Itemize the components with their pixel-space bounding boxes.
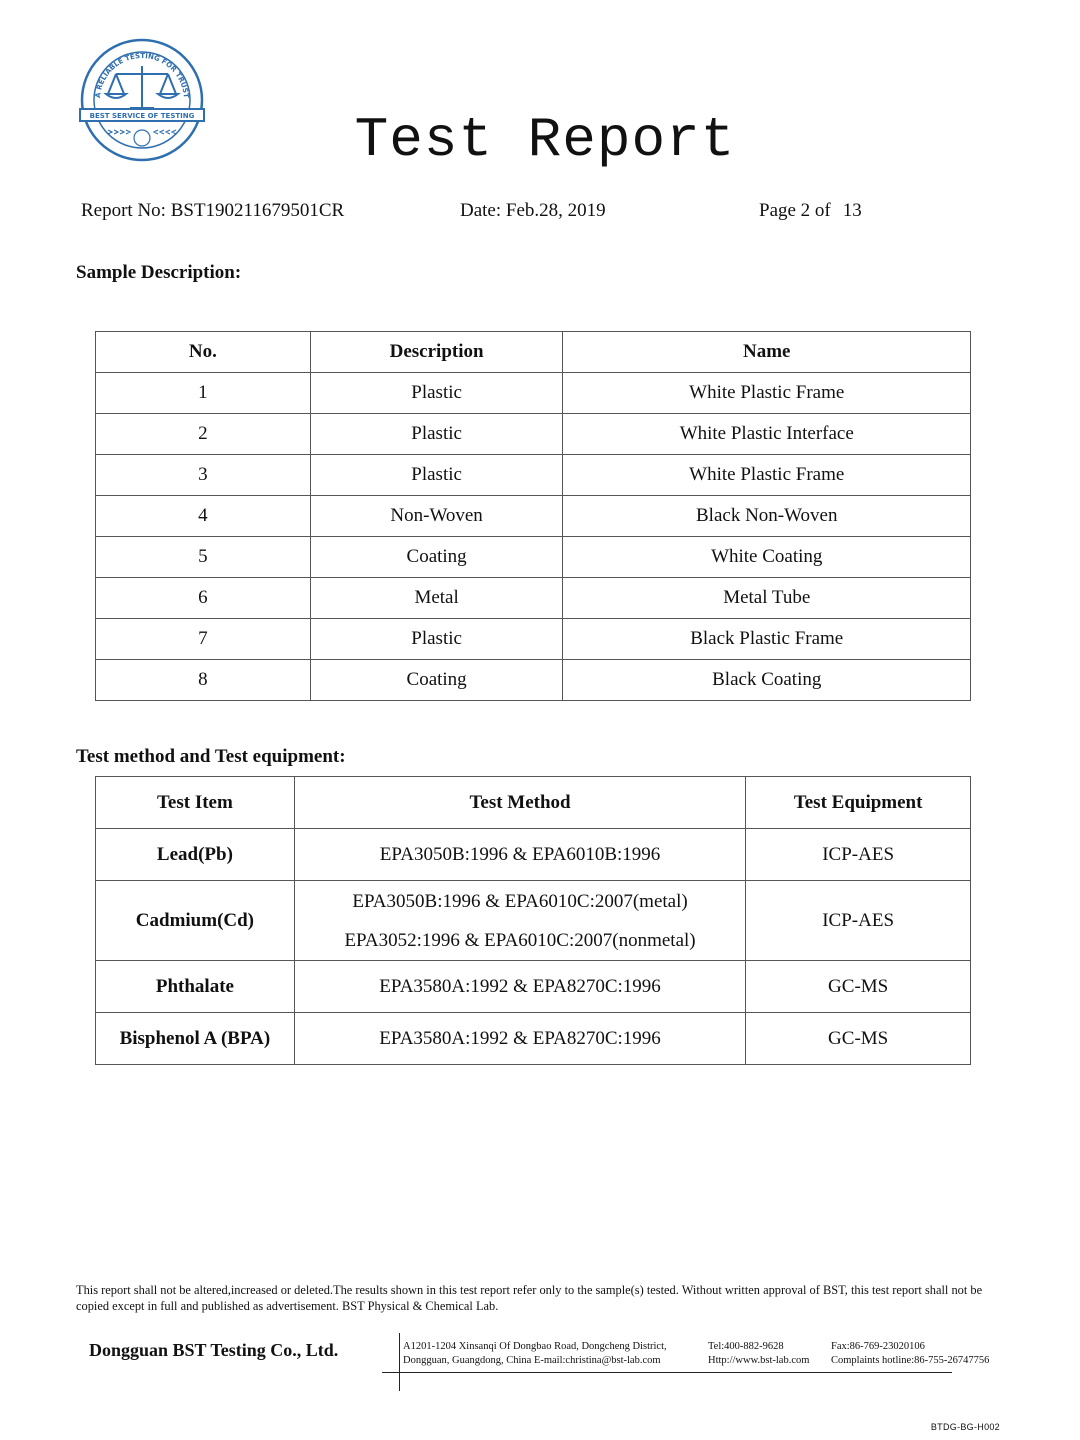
cell-no: 6 [96,578,311,619]
cell-test-equipment: GC-MS [746,1013,971,1065]
disclaimer-text: This report shall not be altered,increased or deleted.The results shown in this test report refer only to the sample(s) tested. Without written approval of BST, this test report shall not be copied except in full and published as advertisement. BST Physical & Chemical Lab. [76,1283,983,1313]
contact-block [708,1340,809,1368]
logo-banner-text: BEST SERVICE OF TESTING [89,112,195,120]
cell-description: Coating [310,537,563,578]
table-row [96,829,971,881]
website-text: Http://www.bst-lab.com [708,1355,810,1366]
address-block [403,1340,667,1368]
table-row [96,961,971,1013]
table-header-row [96,777,971,829]
table-header-row [96,332,971,373]
table-row [96,578,971,619]
cell-name: White Plastic Interface [563,414,971,455]
cell-description: Metal [310,578,563,619]
method-line: EPA3050B:1996 & EPA6010C:2007(metal) [352,890,688,912]
column-header: Name [563,332,971,373]
cell-test-method: EPA3580A:1992 & EPA8270C:1996 [294,961,745,1013]
sample-description-table [95,331,971,701]
report-date: Date: Feb.28, 2019 [460,200,606,221]
table-row [96,455,971,496]
column-header: Description [310,332,563,373]
form-code: BTDG-BG-H002 [930,1422,1000,1432]
cell-description: Plastic [310,414,563,455]
cell-test-equipment: ICP-AES [746,829,971,881]
table-row [96,537,971,578]
table-row [96,660,971,701]
cell-test-equipment: GC-MS [746,961,971,1013]
table-row [96,414,971,455]
cell-no: 7 [96,619,311,660]
cell-name: Black Non-Woven [563,496,971,537]
cell-name: White Plastic Frame [563,373,971,414]
cell-name: Black Coating [563,660,971,701]
cell-test-item: Cadmium(Cd) [96,881,295,961]
cell-test-method: EPA3580A:1992 & EPA8270C:1996 [294,1013,745,1065]
cell-description: Non-Woven [310,496,563,537]
column-header: Test Method [294,777,745,829]
logo-ring-text: A RELIABLE TESTING FOR TRUST [93,51,190,99]
report-number: Report No: BST190211679501CR [81,200,345,221]
cell-no: 3 [96,455,311,496]
page-total: 13 [842,200,862,221]
cell-description: Plastic [310,619,563,660]
page-label: Page 2 of [759,200,831,221]
cell-no: 5 [96,537,311,578]
cell-test-item: Phthalate [96,961,295,1013]
sample-description-heading: Sample Description: [76,262,242,283]
footer-divider-vertical [399,1333,400,1391]
tel-text: Tel:400-882-9628 [708,1341,784,1352]
cell-description: Coating [310,660,563,701]
cell-test-equipment: ICP-AES [746,881,971,961]
cell-description: Plastic [310,455,563,496]
address-line: Dongguan, Guangdong, China E-mail:christina@bst-lab.com [403,1355,661,1366]
page-title: Test Report [354,108,736,172]
cell-test-item: Lead(Pb) [96,829,295,881]
fax-block [831,1340,989,1368]
cell-no: 2 [96,414,311,455]
column-header: Test Equipment [746,777,971,829]
table-row [96,496,971,537]
column-header: No. [96,332,311,373]
table-row [96,373,971,414]
test-method-heading: Test method and Test equipment: [76,746,346,767]
address-line: A1201-1204 Xinsanqi Of Dongbao Road, Dongcheng District, [403,1341,667,1352]
cell-test-method [294,881,745,961]
cell-name: Black Plastic Frame [563,619,971,660]
company-name: Dongguan BST Testing Co., Ltd. [89,1340,339,1360]
cell-description: Plastic [310,373,563,414]
page-indicator [759,200,862,222]
scale-icon [106,66,178,108]
cell-no: 4 [96,496,311,537]
table-row [96,881,971,961]
cell-test-method: EPA3050B:1996 & EPA6010B:1996 [294,829,745,881]
cell-no: 1 [96,373,311,414]
fax-text: Fax:86-769-23020106 [831,1341,925,1352]
column-header: Test Item [96,777,295,829]
method-line: EPA3052:1996 & EPA6010C:2007(nonmetal) [344,929,696,951]
cell-test-item: Bisphenol A (BPA) [96,1013,295,1065]
footer-divider-horizontal [382,1372,952,1373]
cell-name: White Coating [563,537,971,578]
hotline-text: Complaints hotline:86-755-26747756 [831,1355,990,1366]
cell-no: 8 [96,660,311,701]
cell-name: Metal Tube [563,578,971,619]
table-row [96,619,971,660]
table-row [96,1013,971,1065]
test-method-table [95,776,971,1065]
cell-name: White Plastic Frame [563,455,971,496]
